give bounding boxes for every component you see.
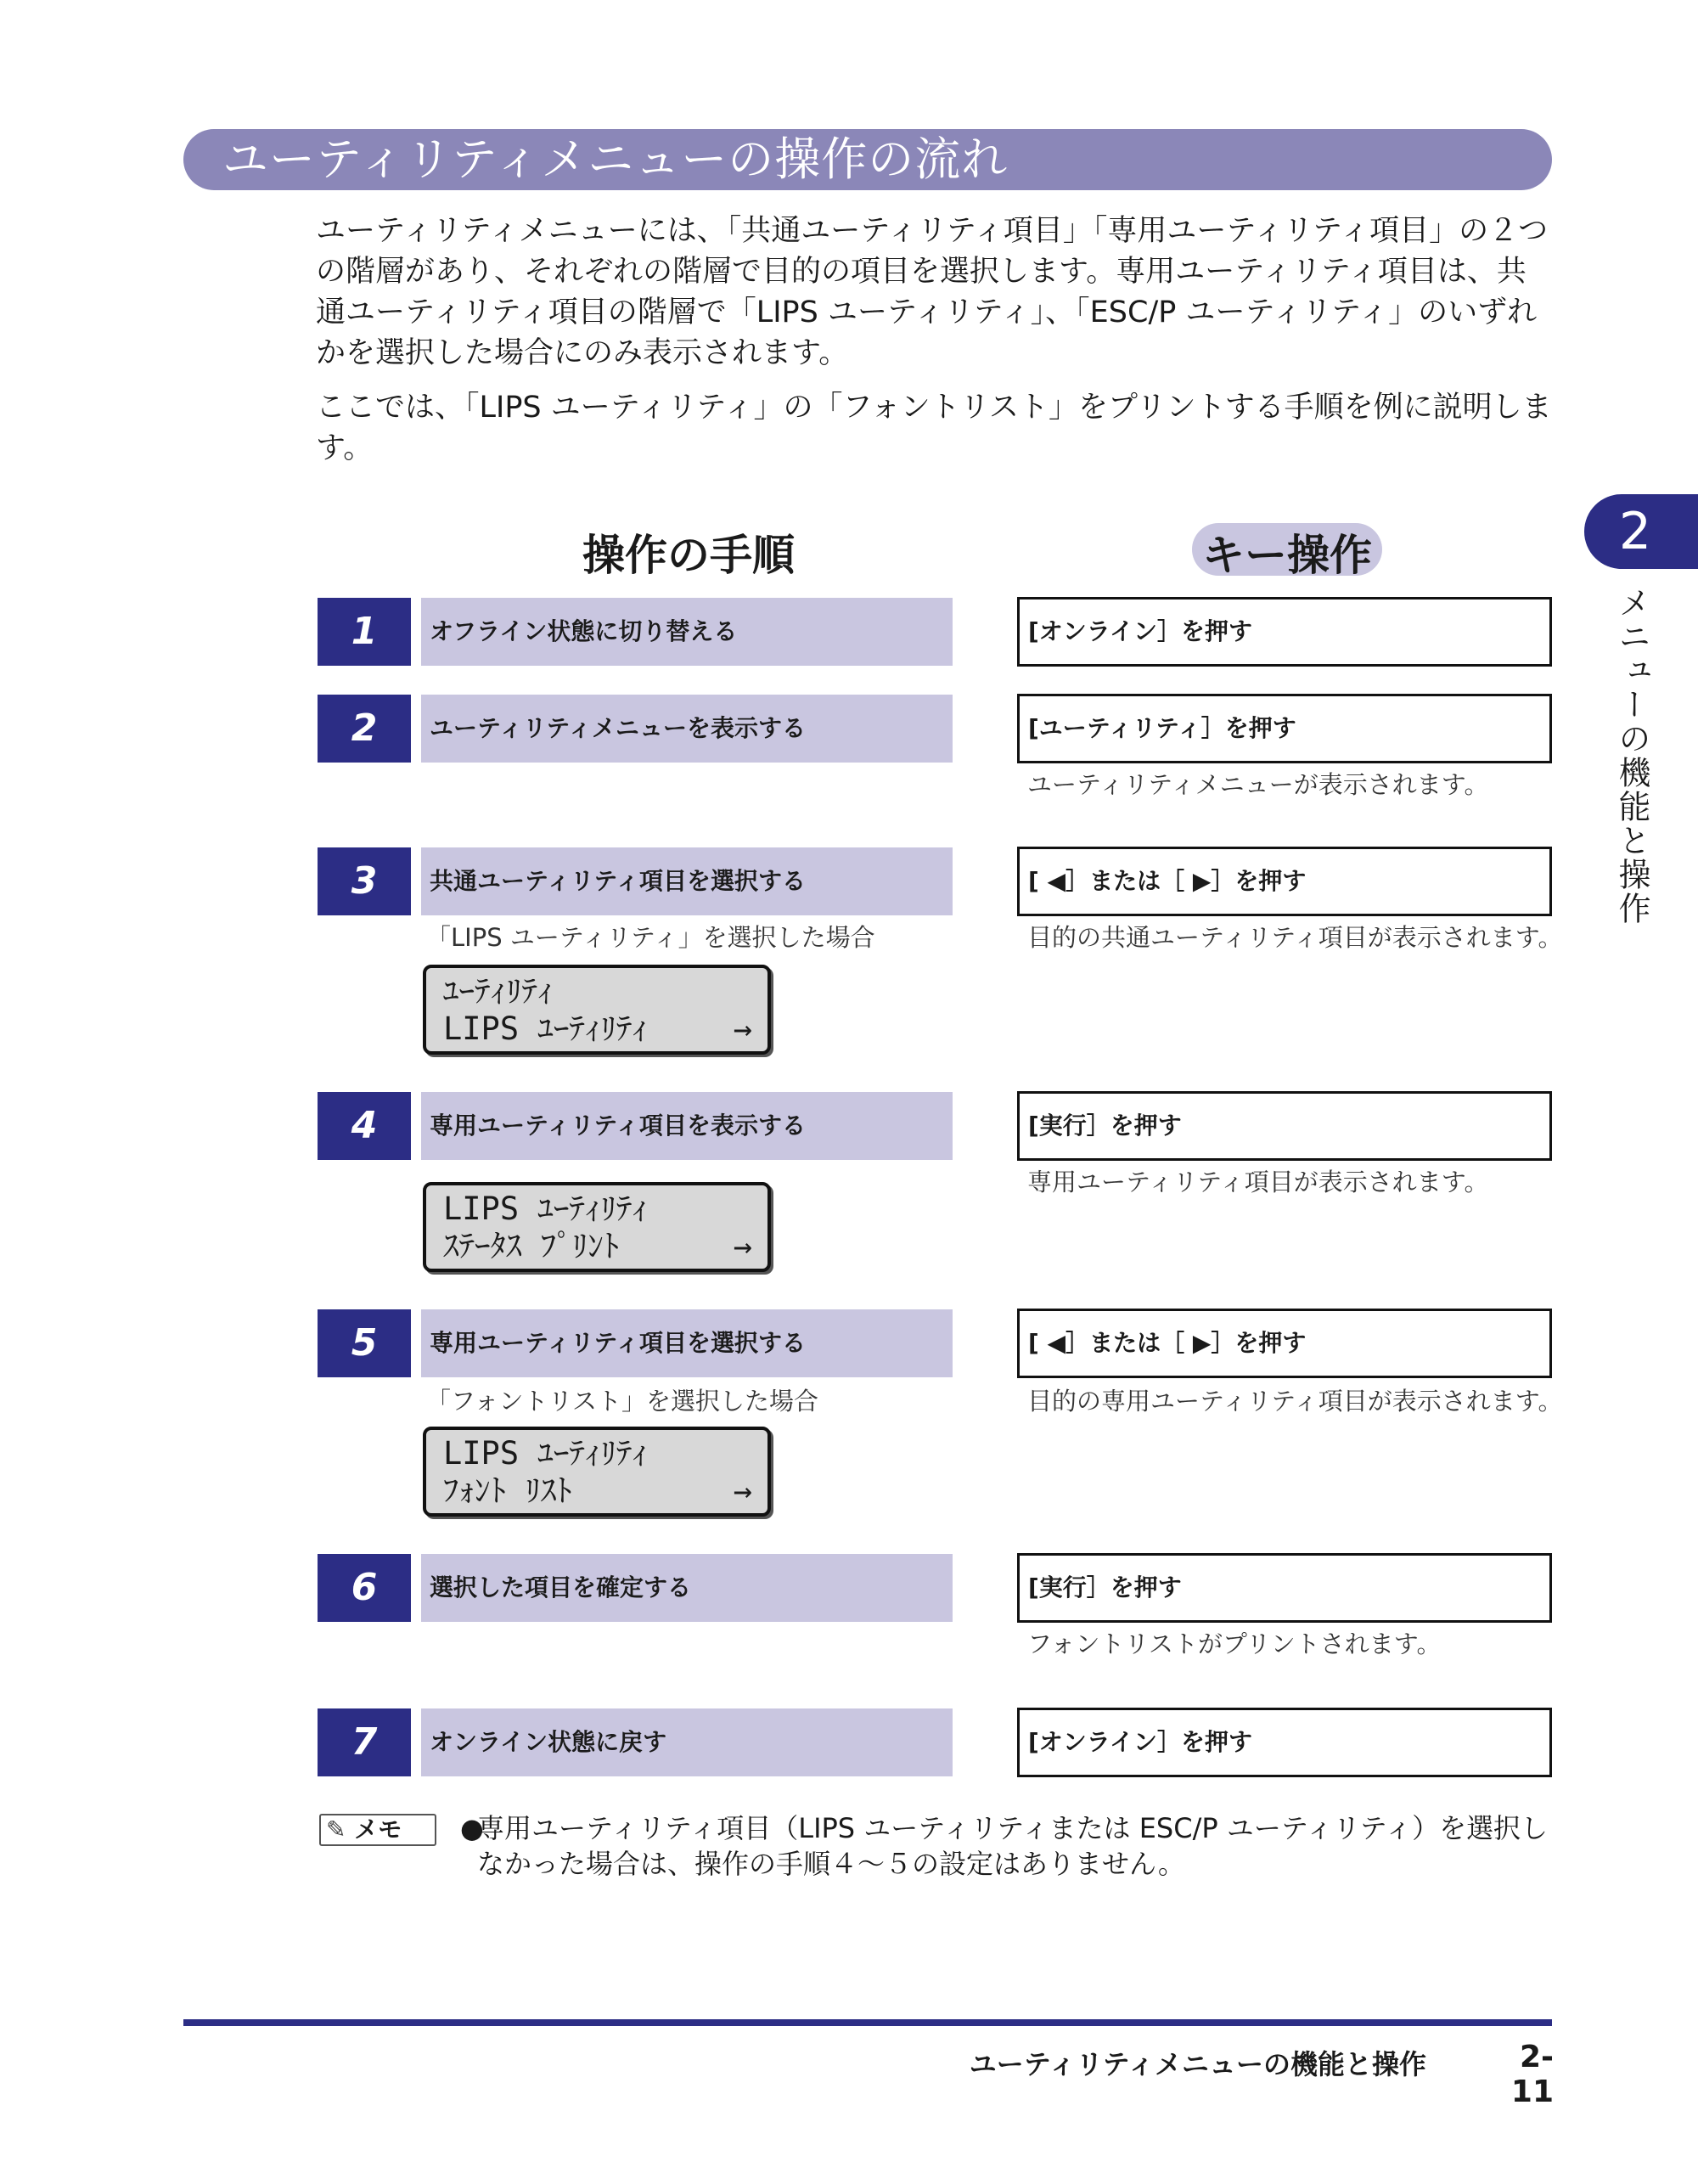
lcd-line-2 [443, 1472, 767, 1510]
chapter-number: 2 [1618, 502, 1652, 561]
step-label: 専用ユーティリティ項目を表示する [421, 1092, 953, 1160]
step-label: ユーティリティメニューを表示する [421, 695, 953, 763]
chapter-title: メニューの機能と操作 [1613, 586, 1650, 926]
bullet-icon: ● [460, 1812, 484, 1844]
lcd-line-1: LIPS ﾕｰﾃｨﾘﾃｨ [443, 1191, 648, 1227]
intro-text-1: ユーティリティメニューには、「共通ユーティリティ項目」「専用ユーティリティ項目」の２つの階層があり、それぞれの階層で目的の項目を選択します。専用ユーティリティ項目は、共通ユーティリティ項目の階層で「LIPS ユーティリティ」、「ESC/P ユーティリティ」のいずれかを選択した場合にのみ表示されます。 [316, 214, 1549, 370]
lcd-line-1: ﾕｰﾃｨﾘﾃｨ [443, 973, 554, 1010]
arrow-right-icon: → [733, 1228, 752, 1264]
intro-text-2: ここでは、「LIPS ユーティリティ」の「フォントリスト」をプリントする手順を例に説明します。 [316, 391, 1552, 465]
lcd-line-2-text: ﾌｫﾝﾄ ﾘｽﾄ [443, 1472, 572, 1509]
arrow-right-icon: → [733, 1472, 752, 1509]
lcd-display [423, 1182, 771, 1272]
key-instruction: [ ◀］または［ ▶］を押す [1017, 847, 1552, 916]
memo-label: メモ [354, 1815, 402, 1843]
lcd-line-2-text: ｽﾃｰﾀｽ ﾌﾟﾘﾝﾄ [443, 1228, 620, 1264]
step-number: 4 [318, 1092, 411, 1160]
memo-body: 専用ユーティリティ項目（LIPS ユーティリティまたは ESC/P ユーティリティ）を選択しなかった場合は、操作の手順４〜５の設定はありません。 [477, 1812, 1549, 1880]
procedure-heading: 操作の手順 [582, 531, 795, 580]
key-operation-heading: キー操作 [1202, 531, 1372, 580]
pencil-icon: ✎ [326, 1815, 346, 1843]
step-label: オンライン状態に戻す [421, 1708, 953, 1776]
key-note: フォントリストがプリントされます。 [1027, 1630, 1442, 1658]
lcd-line-2-text: LIPS ﾕｰﾃｨﾘﾃｨ [443, 1010, 648, 1047]
key-instruction: [ユーティリティ］を押す [1017, 694, 1552, 763]
step-sub-note: 「フォントリスト」を選択した場合 [426, 1387, 818, 1416]
key-instruction: [オンライン］を押す [1017, 597, 1552, 667]
key-instruction: [ ◀］または［ ▶］を押す [1017, 1309, 1552, 1378]
key-note: 目的の専用ユーティリティ項目が表示されます。 [1027, 1387, 1563, 1416]
step-label: 専用ユーティリティ項目を選択する [421, 1309, 953, 1377]
step-sub-note: 「LIPS ユーティリティ」を選択した場合 [426, 923, 875, 952]
step-number: 3 [318, 847, 411, 915]
key-instruction: [実行］を押す [1017, 1091, 1552, 1161]
memo-note [460, 1810, 1555, 1882]
lcd-line-1: LIPS ﾕｰﾃｨﾘﾃｨ [443, 1435, 648, 1472]
arrow-right-icon: → [733, 1010, 752, 1047]
intro-paragraph-2 [316, 387, 1555, 469]
step-label: 選択した項目を確定する [421, 1554, 953, 1622]
key-instruction: [実行］を押す [1017, 1553, 1552, 1623]
lcd-display [423, 1427, 771, 1517]
key-note: ユーティリティメニューが表示されます。 [1027, 770, 1489, 799]
key-note: 専用ユーティリティ項目が表示されます。 [1027, 1168, 1489, 1196]
step-label: 共通ユーティリティ項目を選択する [421, 847, 953, 915]
lcd-display [423, 965, 771, 1055]
page-title: ユーティリティメニューの操作の流れ [222, 132, 1009, 186]
step-number: 6 [318, 1554, 411, 1622]
step-number: 2 [318, 695, 411, 763]
footer-rule [183, 2019, 1552, 2026]
intro-paragraph-1 [316, 211, 1555, 374]
step-number: 7 [318, 1708, 411, 1776]
key-instruction: [オンライン］を押す [1017, 1708, 1552, 1777]
memo-badge [319, 1814, 436, 1846]
step-number: 1 [318, 598, 411, 666]
step-number: 5 [318, 1309, 411, 1377]
footer-section-title: ユーティリティメニューの機能と操作 [969, 2048, 1426, 2080]
lcd-line-2 [443, 1010, 767, 1048]
step-label: オフライン状態に切り替える [421, 598, 953, 666]
key-note: 目的の共通ユーティリティ項目が表示されます。 [1027, 923, 1563, 952]
page-number: 2-11 [1510, 2040, 1554, 2109]
lcd-line-2 [443, 1228, 767, 1265]
